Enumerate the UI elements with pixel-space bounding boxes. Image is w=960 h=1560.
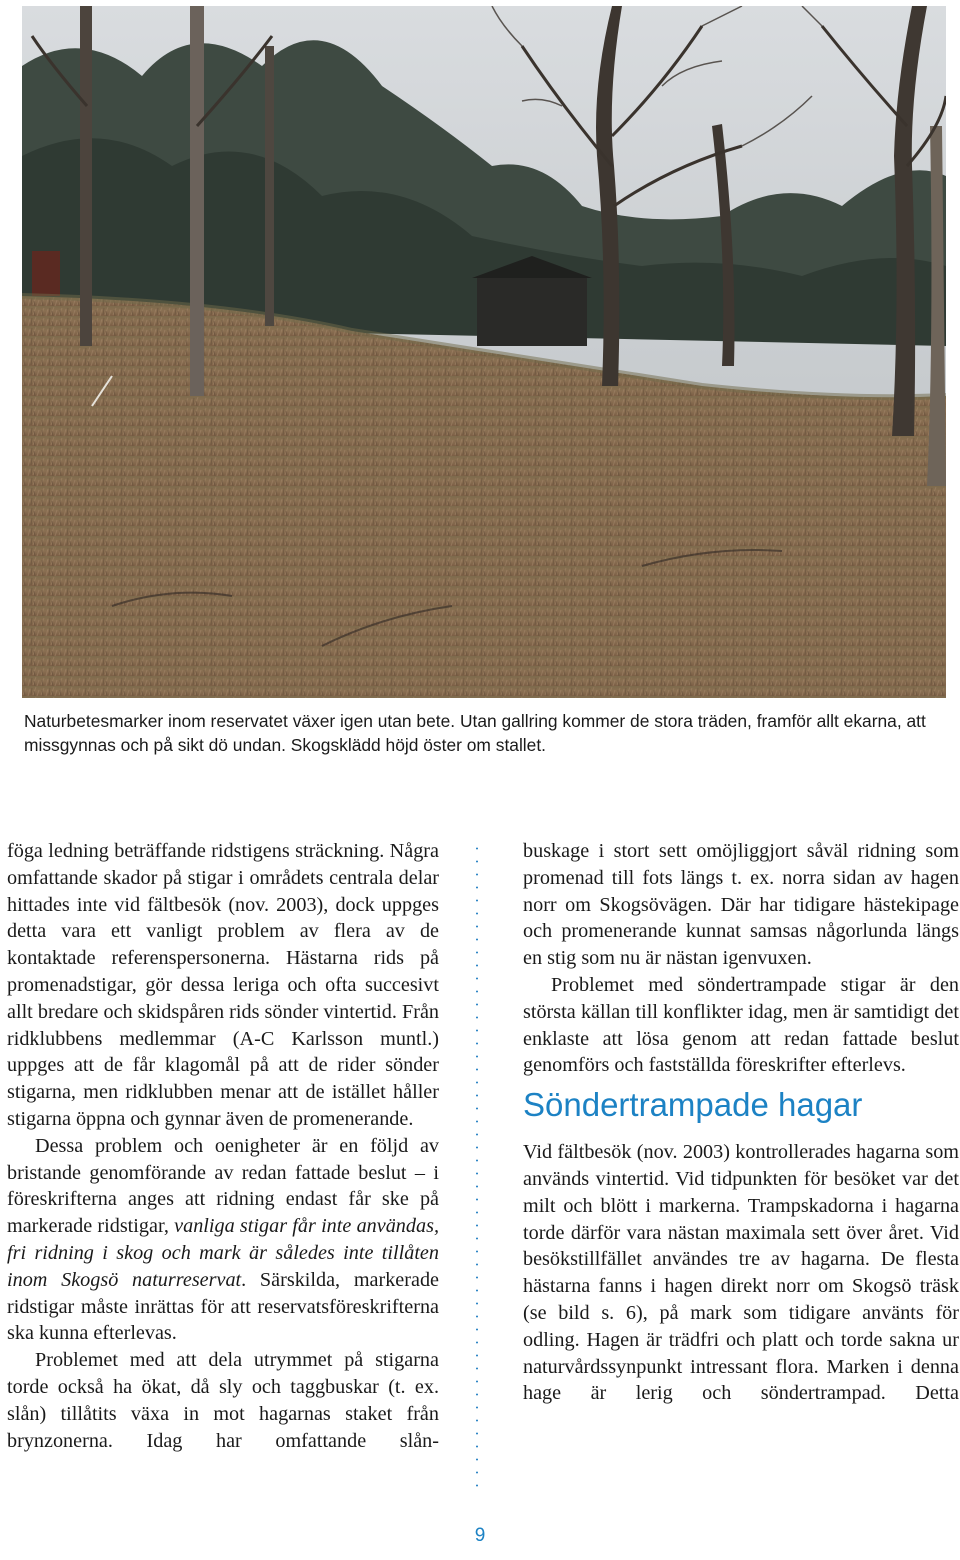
page-number: 9 xyxy=(474,1525,486,1546)
paragraph-text: Dessa problem och oenigheter är en följd av bristande genomförande av redan fattade beslut – i föreskrifterna anges att ridning endast får ske på markerade ridstigar, xyxy=(7,1134,439,1238)
italic-quote: vanliga stigar får inte användas, fri ridning i skog och mark är således inte tillåten inom Skogsö naturreservat xyxy=(7,1215,439,1291)
paragraph-text: . Särskilda, markerade ridstigar måste inrättas för att reservatsföreskrifterna ska kunna efterlevas. xyxy=(7,1268,439,1345)
left-column xyxy=(7,838,439,1454)
paragraph: Problemet med att dela utrymmet på stigarna torde också ha ökat, då sly och taggbuskar (t. ex. slån) tillåtits växa in mot hagarnas staket från brynzonerna. Idag har omfattande slån- xyxy=(7,1349,439,1452)
paragraph: föga ledning beträffande ridstigens sträckning. Några omfattande skador på stigar i områdets centrala delar hittades inte vid fältbesök (nov. 2003), dock uppges detta vara ett vanligt problem av flera av de kontaktade referenspersonerna. Hästarna rids på promenadstigar, gör dessa leriga och ofta succesivt allt bredare och skidspåren rids sönder vintertid. Från ridklubbens medlemmar (A-C Karlsson muntl.) uppges att de får klagomål på att de rider sönder stigarna, men ridklubben menar att de istället håller stigarna öppna och gynnar även de promenerande. xyxy=(7,840,439,1130)
section-heading: Söndertrampade hagar xyxy=(523,1086,863,1124)
paragraph xyxy=(7,1133,439,1347)
right-column xyxy=(523,838,959,1407)
landscape-photo xyxy=(22,6,946,698)
column-divider xyxy=(476,842,478,1492)
paragraph: Problemet med söndertrampade stigar är den största källan till konflikter idag, men är samtidigt det enklaste att lösa genom att redan fattade beslut genomförs och fastställda föreskrifter efterlevs. xyxy=(523,973,959,1077)
photo-caption: Naturbetesmarker inom reservatet växer igen utan bete. Utan gallring kommer de stora träden, framför allt ekarna, att missgynnas och på sikt dö undan. Skogsklädd höjd öster om stallet. xyxy=(24,711,926,755)
paragraph: Vid fältbesök (nov. 2003) kontrollerades hagarna som används vintertid. Vid tidpunkten för besöket var det milt och blött i markerna. Trampskadorna i hagarna torde därför vara nästan maximala sett över året. Vid besökstillfället användes tre av hagarna. De flesta hästarna fanns i hagen direkt norr om Skogsö träsk (se bild s. 6), på mark som tidigare använts för odling. Hagen är trädfri och platt och torde sakna ur naturvårdssynpunkt intressant flora. Marken i denna hage är lerig och söndertrampad. Detta xyxy=(523,1141,959,1405)
paragraph: buskage i stort sett omöjliggjort såväl ridning som promenad till fots längs t. ex. norra sidan av hagen norr om Skogsövägen. Där har tidigare hästekipage och promenerande kunnat samsas någorlunda längs en stig som nu är nästan igenvuxen. xyxy=(523,840,959,970)
